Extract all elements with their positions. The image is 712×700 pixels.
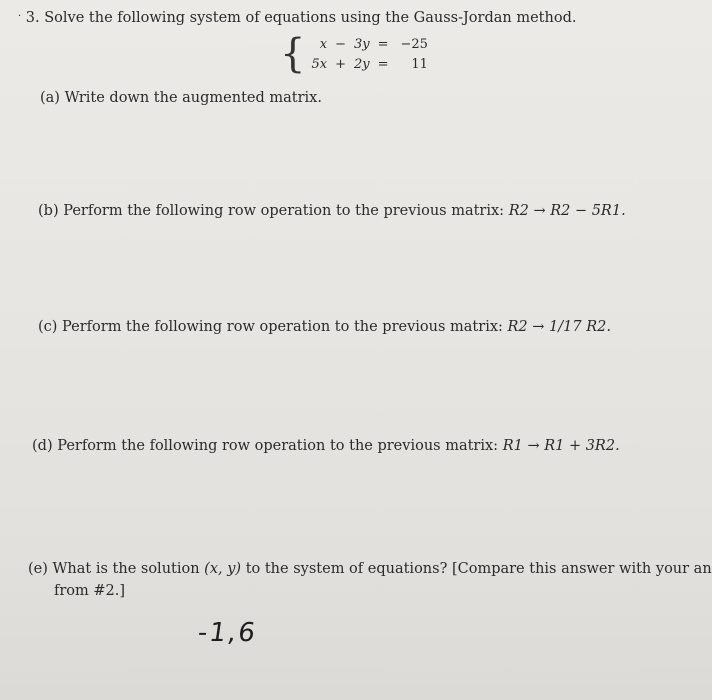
eq2-term2: 2y (353, 56, 370, 72)
problem-number: 3. (25, 10, 40, 26)
part-c-text: Perform the following row operation to the previous matrix: (62, 319, 503, 335)
part-b-operation: R2 → R2 − 5R1. (508, 203, 626, 219)
eq2-op: + (335, 56, 346, 72)
eq1-term1: x (319, 36, 328, 52)
eq2-equals: = (377, 56, 389, 72)
part-d (32, 438, 620, 454)
part-e-label: (e) (28, 561, 48, 577)
part-b (38, 203, 626, 219)
part-e-pair: (x, y) (204, 561, 242, 577)
problem-statement: Solve the following system of equations using the Gauss-Jordan method. (44, 10, 577, 26)
part-c-operation: R2 → 1/17 R2. (507, 319, 611, 335)
part-a (40, 90, 322, 106)
part-a-text: Write down the augmented matrix. (64, 90, 322, 106)
eq1-equals: = (377, 36, 389, 52)
eq1-term2: 3y (353, 36, 370, 52)
part-e-text-after: to the system of equations? (245, 561, 448, 577)
part-e-line2: from #2.] (54, 583, 126, 599)
problem-header (18, 10, 576, 26)
margin-dot: · (18, 11, 22, 22)
part-d-text: Perform the following row operation to the previous matrix: (57, 438, 499, 454)
part-c-label: (c) (38, 319, 58, 335)
part-b-text: Perform the following row operation to the previous matrix: (63, 203, 505, 219)
part-a-label: (a) (40, 90, 60, 106)
equation-system (280, 31, 432, 77)
part-e-text-before: What is the solution (52, 561, 200, 577)
part-e (28, 561, 712, 577)
part-d-operation: R1 → R1 + 3R2. (502, 438, 620, 454)
part-d-label: (d) (32, 438, 53, 454)
part-e-note: [Compare this answer with your an (451, 561, 712, 577)
part-b-label: (b) (38, 203, 59, 219)
left-brace: { (280, 31, 306, 77)
eq2-term1: 5x (311, 56, 328, 72)
eq2-rhs: 11 (411, 56, 428, 72)
eq1-op: − (335, 36, 346, 52)
handwritten-answer: -1,6 (195, 618, 259, 648)
part-c (38, 319, 611, 335)
eq1-rhs: −25 (400, 36, 428, 52)
